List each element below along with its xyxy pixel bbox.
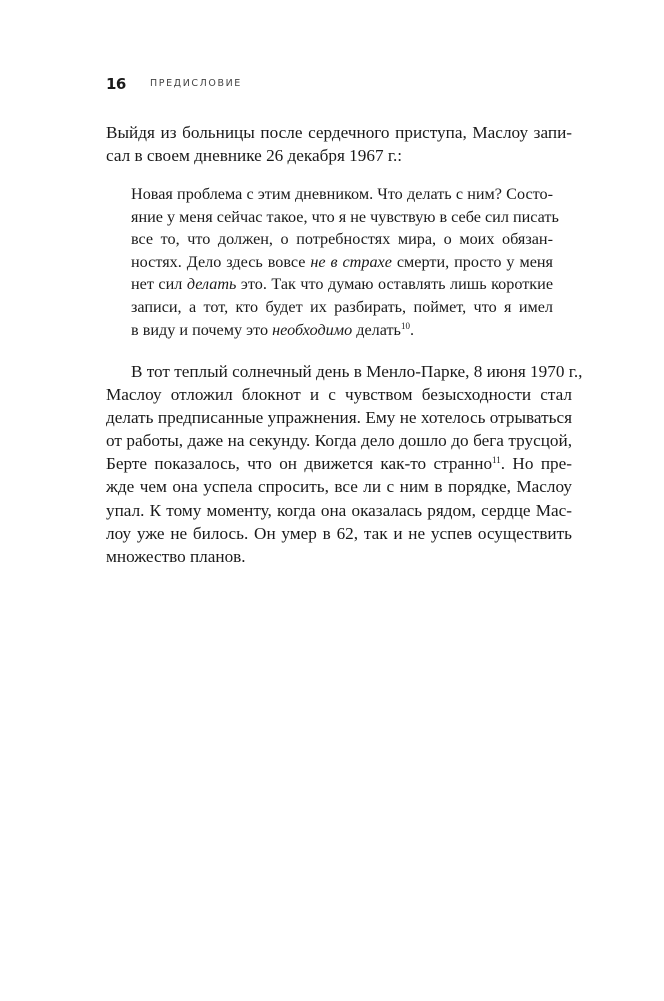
running-header — [106, 74, 242, 93]
italic-text: делать — [186, 275, 237, 294]
text-line — [106, 522, 572, 545]
text-segment: смерти, просто у меня — [391, 252, 553, 271]
text-segment: Выйдя из больницы после сердечного приступа, Маслоу запи- — [106, 123, 572, 142]
text-line — [131, 206, 559, 229]
text-segment: нет сил — [131, 275, 187, 294]
text-line — [106, 545, 572, 568]
italic-text: не в страхе — [310, 252, 392, 271]
diary-quote — [131, 183, 559, 341]
text-line — [106, 406, 572, 429]
text-line — [131, 273, 553, 296]
italic-text: необходимо — [272, 320, 353, 339]
text-segment: упал. К тому моменту, когда она оказалась рядом, сердце Мас- — [106, 500, 572, 520]
text-line — [131, 183, 553, 206]
text-segment: яние у меня сейчас такое, что я не чувствую в себе сил писать — [131, 207, 559, 226]
text-segment: ностях. Дело здесь вовсе — [131, 252, 311, 271]
text-line — [106, 360, 583, 383]
text-line — [131, 319, 553, 342]
text-segment: лоу уже не билось. Он умер в 62, так и не успев осуществить — [106, 523, 572, 543]
text-line — [106, 499, 572, 522]
paragraph-death — [106, 360, 583, 568]
text-segment: делать — [352, 320, 401, 339]
page-number: 16 — [106, 75, 126, 93]
paragraph-intro — [106, 122, 572, 168]
text-line — [106, 145, 572, 168]
text-segment: . — [409, 320, 414, 339]
text-line — [106, 122, 572, 145]
text-segment: В тот теплый солнечный день в Менло-Парке, 8 июня 1970 г., — [131, 362, 583, 381]
text-line — [106, 429, 572, 452]
text-segment: множество планов. — [106, 546, 246, 566]
text-segment: все то, что должен, о потребностях мира, о моих обязан- — [131, 230, 553, 249]
text-segment: это. Так что думаю оставлять лишь короткие — [236, 275, 553, 294]
text-segment: в виду и почему это — [131, 320, 273, 339]
text-segment: от работы, даже на секунду. Когда дело дошло до бега трусцой, — [106, 431, 572, 451]
section-title: ПРЕДИСЛОВИЕ — [150, 78, 242, 89]
text-segment: Маслоу отложил блокнот и с чувством безысходности стал — [106, 385, 572, 405]
text-line — [106, 452, 572, 475]
text-segment: делать предписанные упражнения. Ему не хотелось отрываться — [106, 408, 572, 428]
footnote-ref: 10 — [400, 320, 410, 331]
text-line — [106, 475, 572, 498]
text-line — [131, 228, 553, 251]
text-line — [131, 296, 553, 319]
text-segment: жде чем она успела спросить, все ли с ним в порядке, Маслоу — [106, 477, 572, 497]
text-segment: записи, а тот, кто будет их разбирать, поймет, что я имел — [131, 297, 553, 316]
text-segment: Берте показалось, что он движется как-то странно — [106, 454, 493, 474]
text-line — [131, 251, 553, 274]
footnote-ref: 11 — [492, 455, 501, 466]
text-segment: . Но пре- — [500, 454, 572, 474]
text-line — [106, 383, 572, 406]
text-segment: сал в своем дневнике 26 декабря 1967 г.: — [106, 145, 403, 165]
text-segment: Новая проблема с этим дневником. Что делать с ним? Состо- — [131, 185, 553, 203]
